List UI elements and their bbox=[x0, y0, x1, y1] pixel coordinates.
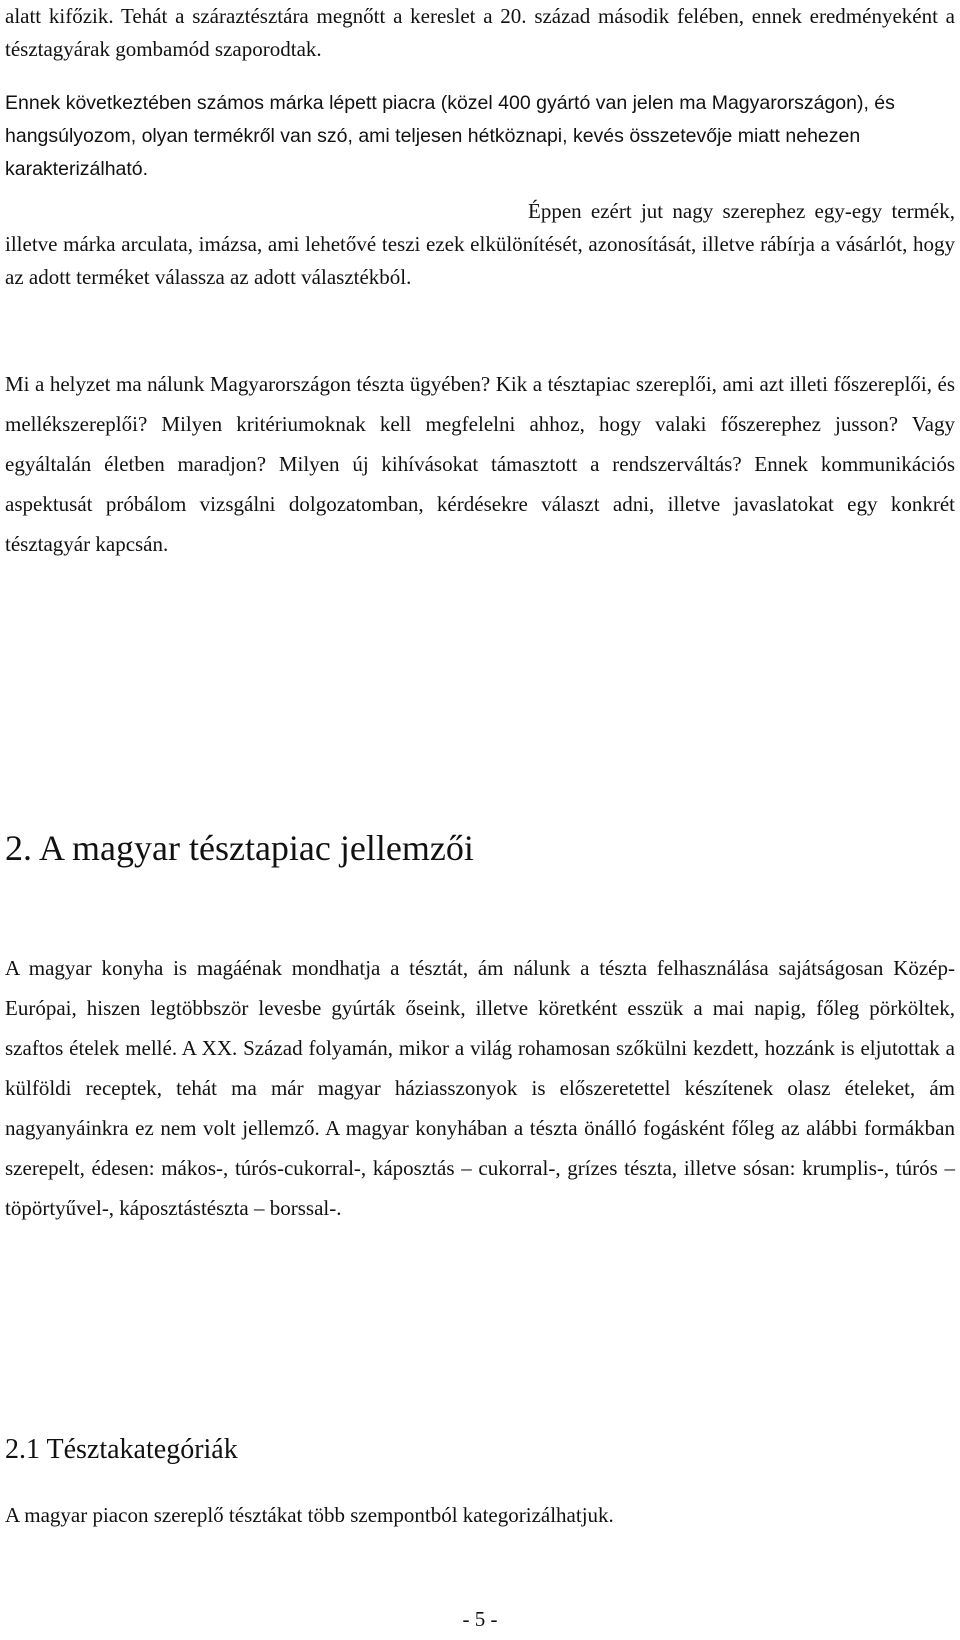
paragraph-cuisine bbox=[5, 948, 955, 1228]
paragraph-questions-text: Mi a helyzet ma nálunk Magyarországon tészta ügyében? Kik a tésztapiac szereplői, ami azt illeti főszereplői, és mellékszereplői? Milyen kritériumoknak kell megfelelni ahhoz, hogy valaki főszerephez jusson? Vagy egyáltalán életben maradjon? Milyen új kihívásokat támasztott a rendszerváltás? Ennek kommunikációs aspektusát próbálom vizsgálni dolgozatomban, kérdésekre választ adni, illetve javaslatokat egy konkrét tésztagyár kapcsán. bbox=[5, 372, 955, 556]
subsection-heading: 2.1 Tésztakategóriák bbox=[5, 1434, 238, 1465]
paragraph-market-serif-text: Éppen ezért jut nagy szerephez egy-egy termék, illetve márka arculata, imázsa, ami lehetővé teszi ezek elkülönítését, azonosítását, illetve rábírja a vásárlót, hogy az adott terméket válassza az adott választékból. bbox=[5, 199, 955, 289]
page-number: - 5 - bbox=[462, 1607, 498, 1631]
paragraph-market-sans-text: Ennek következtében számos márka lépett piacra (közel 400 gyártó van jelen ma Magyarországon), és hangsúlyozom, olyan termékről van szó, ami teljesen hétköznapi, kevés összetevője miatt nehezen karakterizálható. bbox=[5, 92, 895, 180]
paragraph-intro-text: alatt kifőzik. Tehát a száraztésztára megnőtt a kereslet a 20. század második felében, ennek eredményeként a tésztagyárak gombamód szaporodtak. bbox=[5, 4, 955, 61]
paragraph-cuisine-text: A magyar konyha is magáénak mondhatja a tésztát, ám nálunk a tészta felhasználása sajátságosan Közép-Európai, hiszen legtöbbször levesbe gyúrták őseink, illetve köretként esszük a mai napig, főleg pörköltek, szaftos ételek mellé. A XX. Század folyamán, mikor a világ rohamosan szőkülni kezdett, hozzánk is eljutottak a külföldi receptek, tehát ma már magyar háziasszonyok is előszeretettel készítenek olasz ételeket, ám nagyanyáinkra ez nem volt jellemző. A magyar konyhában a tészta önálló fogásként főleg az alábbi formákban szerepelt, édesen: mákos-, túrós-cukorral-, káposztás – cukorral-, grízes tészta, illetve sósan: krumplis-, túrós –töpörtyűvel-, káposztástészta – borssal-. bbox=[5, 956, 955, 1220]
paragraph-market-serif bbox=[5, 195, 955, 294]
section-heading: 2. A magyar tésztapiac jellemzői bbox=[5, 828, 474, 868]
paragraph-categories bbox=[5, 1499, 955, 1532]
paragraph-categories-text: A magyar piacon szereplő tésztákat több szempontból kategorizálhatjuk. bbox=[5, 1503, 614, 1527]
paragraph-questions bbox=[5, 364, 955, 564]
paragraph-intro bbox=[5, 0, 955, 66]
paragraph-market-sans bbox=[5, 87, 955, 186]
